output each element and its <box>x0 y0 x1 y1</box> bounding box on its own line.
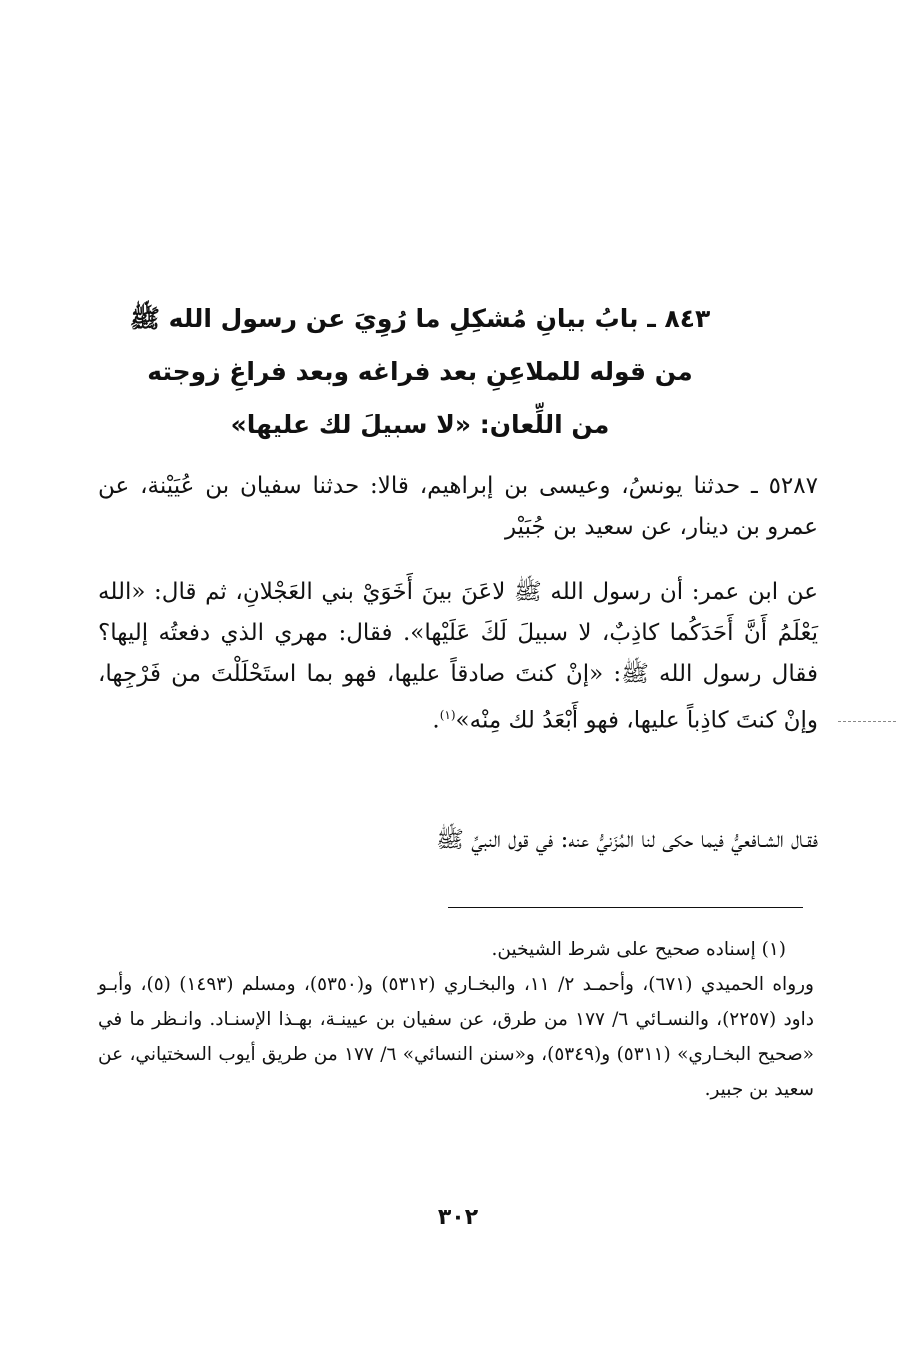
chapter-heading <box>100 292 740 451</box>
chapter-heading-line-2: من قوله للملاعِنِ بعد فراغه وبعد فراغِ زوجته <box>147 357 693 386</box>
margin-dash-mark <box>838 721 896 722</box>
footnotes <box>98 932 814 1107</box>
hadith-matn <box>98 572 818 742</box>
footnote-reference[interactable]: (١) <box>439 708 456 722</box>
chapter-heading-line-3: من اللِّعان: «لا سبيلَ لك عليها» <box>230 410 610 439</box>
hadith-matn-text: عن ابن عمر: أن رسول الله ﷺ لاعَنَ بينَ أَخَوَيْ بني العَجْلانِ، ثم قال: «الله يَعْلَمُ أَنَّ أَحَدَكُما كاذِبٌ، لا سبيلَ لَكَ عَلَيْها». فقال: مهري الذي دفعتُه إليها؟ فقال رسول الله ﷺ: «إنْ كنتَ صادقاً عليها، فهو بما استَحْلَلْتَ من فَرْجِها، وإنْ كنتَ كاذِباً عليها، فهو أَبْعَدُ لك مِنْه» <box>98 579 818 734</box>
footnote-1-continuation: ورواه الحميدي (٦٧١)، وأحمـد ٢/ ١١، والبخـاري (٥٣١٢) و(٥٣٥٠)، ومسلم (١٤٩٣) (٥)، وأبـو داود (٢٢٥٧)، والنسـائي ٦/ ١٧٧ من طرق، عن سفيان بن عيينـة، بهـذا الإسنـاد. وانـظر ما في «صحيح البخـاري» (٥٣١١) و(٥٣٤٩)، و«سنن النسائي» ٦/ ١٧٧ من طريق أيوب السختياني، عن سعيد بن جبير. <box>98 974 814 1100</box>
page-number: ٣٠٢ <box>437 1205 479 1230</box>
footnote-1: (١) إسناده صحيح على شرط الشيخين. <box>491 939 786 960</box>
commentary-text: فقـال الشـافعيُّ فيما حكى لنا المُزَنيُّ عنه: في قول النبيِّ ﷺ <box>436 827 818 853</box>
footnote-separator <box>448 907 803 908</box>
chapter-heading-line-1: ٨٤٣ ـ بابُ بيانِ مُشكِلِ ما رُوِيَ عن رسول الله ﷺ <box>129 304 711 333</box>
hadith-isnad: ٥٢٨٧ ـ حدثنا يونسُ، وعيسى بن إبراهيم، قالا: حدثنا سفيان بن عُيَيْنة، عن عمرو بن دينار، عن سعيد بن جُبَيْر <box>98 473 818 540</box>
hadith-matn-end: . <box>432 707 440 734</box>
